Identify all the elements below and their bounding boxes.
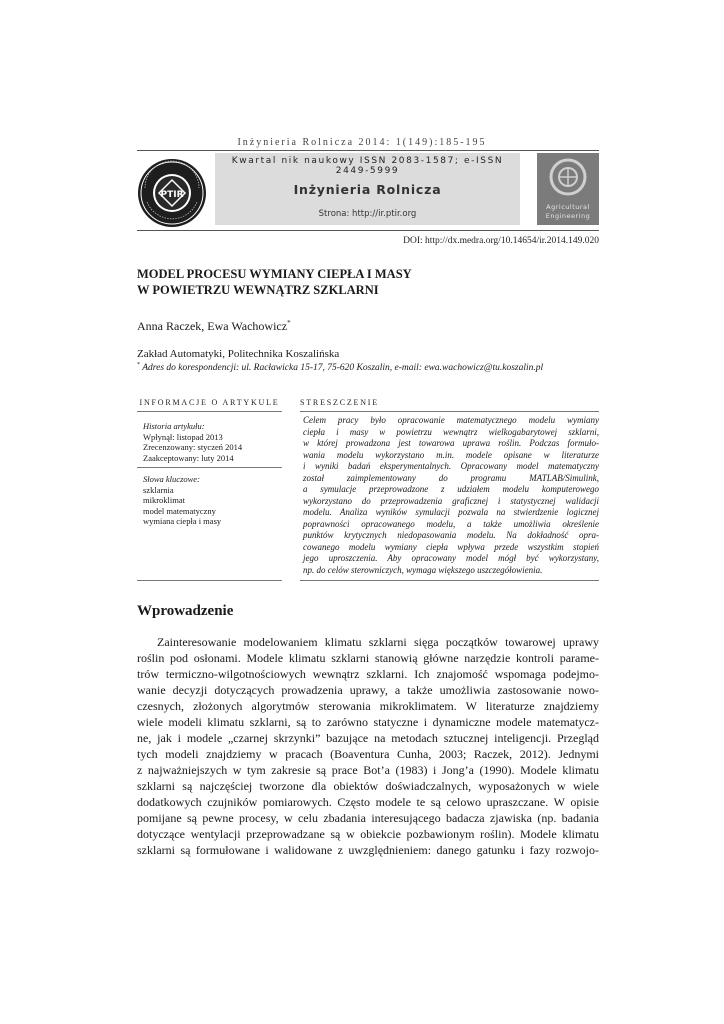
body-line: dodatkowych czujników pomiarowych. Często modele te są celowo upraszczane. W opisie xyxy=(137,795,599,809)
abstract-line: jego uproszczenia. Aby opracowany model mógł być wykorzystany, xyxy=(303,553,599,563)
abstract-bottom-rule xyxy=(300,580,599,581)
affiliation: Zakład Automatyki, Politechnika Koszalińska xyxy=(137,348,340,360)
body-line: Zainteresowanie modelowaniem klimatu szklarni sięga początków towarowej uprawy xyxy=(157,635,599,649)
journal-url[interactable]: Strona: http://ir.ptir.org xyxy=(318,209,417,219)
abstract-line: i wyniki badań eksperymentalnych. Opracowany model matematyczny xyxy=(303,461,599,471)
keywords-label: Słowa kluczowe: xyxy=(143,474,200,484)
journal-name: Inżynieria Rolnicza xyxy=(293,182,442,197)
gear-leaf-icon xyxy=(537,153,599,201)
body-line: z najważniejszych w tym zakresie są prace Bot’a (1983) i Jong’a (1990). Modele klimatu xyxy=(137,763,599,777)
accepted-date: Zaakceptowany: luty 2014 xyxy=(143,452,234,463)
title-line-1: MODEL PROCESU WYMIANY CIEPŁA I MASY xyxy=(137,267,412,281)
body-line: tych modeli znajdziemy w pracach (Boaventura Cunha, 2003; Raczek, 2012). Jednymi xyxy=(137,747,599,761)
author-names: Anna Raczek, Ewa Wachowicz xyxy=(137,319,288,333)
author-footnote-mark: * xyxy=(287,319,291,327)
abstract-line: w której prowadzona jest towarowa uprawa roślin. Podczas formuło- xyxy=(303,438,599,448)
abstract-top-rule xyxy=(300,411,599,412)
abstract-line: a symulacje przeprowadzone z udziałem modelu komputerowego xyxy=(303,484,599,494)
history-label: Historia artykułu: xyxy=(143,421,205,431)
body-line: szklarni są formułowane i walidowane z uwzględnieniem: danego gatunku i fazy rozwojo- xyxy=(137,843,599,857)
logo-caption-2: Engineering xyxy=(545,212,591,220)
journal-banner xyxy=(215,153,520,225)
section-heading: Wprowadzenie xyxy=(137,603,234,619)
keywords xyxy=(143,474,221,527)
article-info-heading: INFORMACJE O ARTYKULE xyxy=(139,398,280,407)
keyword: model matematyczny xyxy=(143,505,216,516)
journal-citation: Inżynieria Rolnicza 2014: 1(149):185-195 xyxy=(237,137,487,148)
header-top-rule xyxy=(137,150,599,151)
agricultural-engineering-logo xyxy=(537,153,599,225)
keyword: wymiana ciepła i masy xyxy=(143,516,222,526)
ptir-society-logo xyxy=(137,158,207,228)
abstract-line: cowanego modelu wymiany ciepła wpływa przede wszystkim stopień xyxy=(303,541,599,552)
authors xyxy=(137,319,291,334)
body-line: czesnych, złożonych algorytmów sterowania mikroklimatem. W literaturze znajdziemy xyxy=(137,699,599,713)
abstract-heading: STRESZCZENIE xyxy=(300,398,379,407)
logo-caption-1: Agricultural xyxy=(546,203,590,211)
reviewed-date: Zrecenzowany: styczeń 2014 xyxy=(143,442,243,452)
doi-link[interactable]: DOI: http://dx.medra.org/10.14654/ir.2014.149.020 xyxy=(403,236,599,246)
body-line: trów termiczno-wilgotnościowych wewnątrz szklarni. Ich znajomość wspomaga podejmo- xyxy=(137,667,599,681)
header-bottom-rule xyxy=(137,230,599,231)
abstract-line: wania modelu wykorzystano m.in. modele opisane w literaturze xyxy=(303,449,599,460)
body-line: dotyczące wentylacji przeprowadzane są w obiekcie pozbawionym roślin). Modele klimatu xyxy=(137,827,599,841)
article-title xyxy=(137,266,599,298)
abstract-line: wykorzystano do przeprowadzenia graficznej i statystycznej walidacji xyxy=(303,495,599,506)
body-line: pomijane są pewne procesy, w celu zbadania interesującego badacza zjawiska (np. badania xyxy=(137,811,599,825)
info-mid-rule xyxy=(137,467,282,468)
keyword: mikroklimat xyxy=(143,495,186,505)
keyword: szklarnia xyxy=(143,484,174,495)
abstract-text xyxy=(303,415,599,576)
body-line: ne, jak i modele „czarnej skrzynki” bazujące na metodach sztucznej inteligencji. Przegląd xyxy=(137,731,599,745)
body-line: wiele modeli klimatu szklarni, są to zarówno statyczne i dynamiczne modele matematycz- xyxy=(137,715,599,729)
corr-footnote-mark: * xyxy=(137,362,140,368)
abstract-line: poprawności opracowanego modelu, a także umożliwia określenie xyxy=(303,518,599,529)
body-line: szklarni są najczęściej tworzone dla obiektów doświadczalnych, wyposażonych w wiele xyxy=(137,779,599,793)
info-top-rule xyxy=(137,411,282,412)
body-line: roślin pod osłonami. Modele klimatu szklarni stanowią główne narzędzie kontroli parame- xyxy=(137,651,599,665)
title-line-2: W POWIETRZU WEWNĄTRZ SZKLARNI xyxy=(137,283,379,297)
logo-monogram: PTIR xyxy=(160,190,184,200)
article-history xyxy=(143,421,242,463)
abstract-line: został zaimplementowany do programu MATLAB/Simulink, xyxy=(303,472,599,483)
body-paragraph xyxy=(137,634,599,858)
abstract-line: Celem pracy było opracowanie matematycznego modelu wymiany xyxy=(303,415,599,425)
abstract-line: ciepła i masy w powietrzu wewnątrz wielkogabarytowej szklarni, xyxy=(303,426,599,437)
abstract-line: np. do celów sterowniczych, wymaga większego uszczegółowienia. xyxy=(303,564,543,575)
abstract-line: modelu. Analiza wyników symulacji pozwala na stwierdzenie logicznej xyxy=(303,507,599,517)
correspondence xyxy=(137,362,543,373)
body-line: wanie decyzji dotyczących prowadzenia uprawy, a także umożliwia zastosowanie nowo- xyxy=(137,683,599,697)
issn-line: Kwartal nik naukowy ISSN 2083-1587; e-ISSN 2449-5999 xyxy=(231,156,504,176)
info-bottom-rule xyxy=(137,580,282,581)
correspondence-text: Adres do korespondencji: ul. Racławicka 15-17, 75-620 Koszalin, e-mail: ewa.wachowicz@tu.koszalin.pl xyxy=(142,363,544,374)
received-date: Wpłynął: listopad 2013 xyxy=(143,431,223,442)
abstract-line: punktów krytycznych niedopasowania modelu. Na dokładność opra- xyxy=(303,530,599,540)
